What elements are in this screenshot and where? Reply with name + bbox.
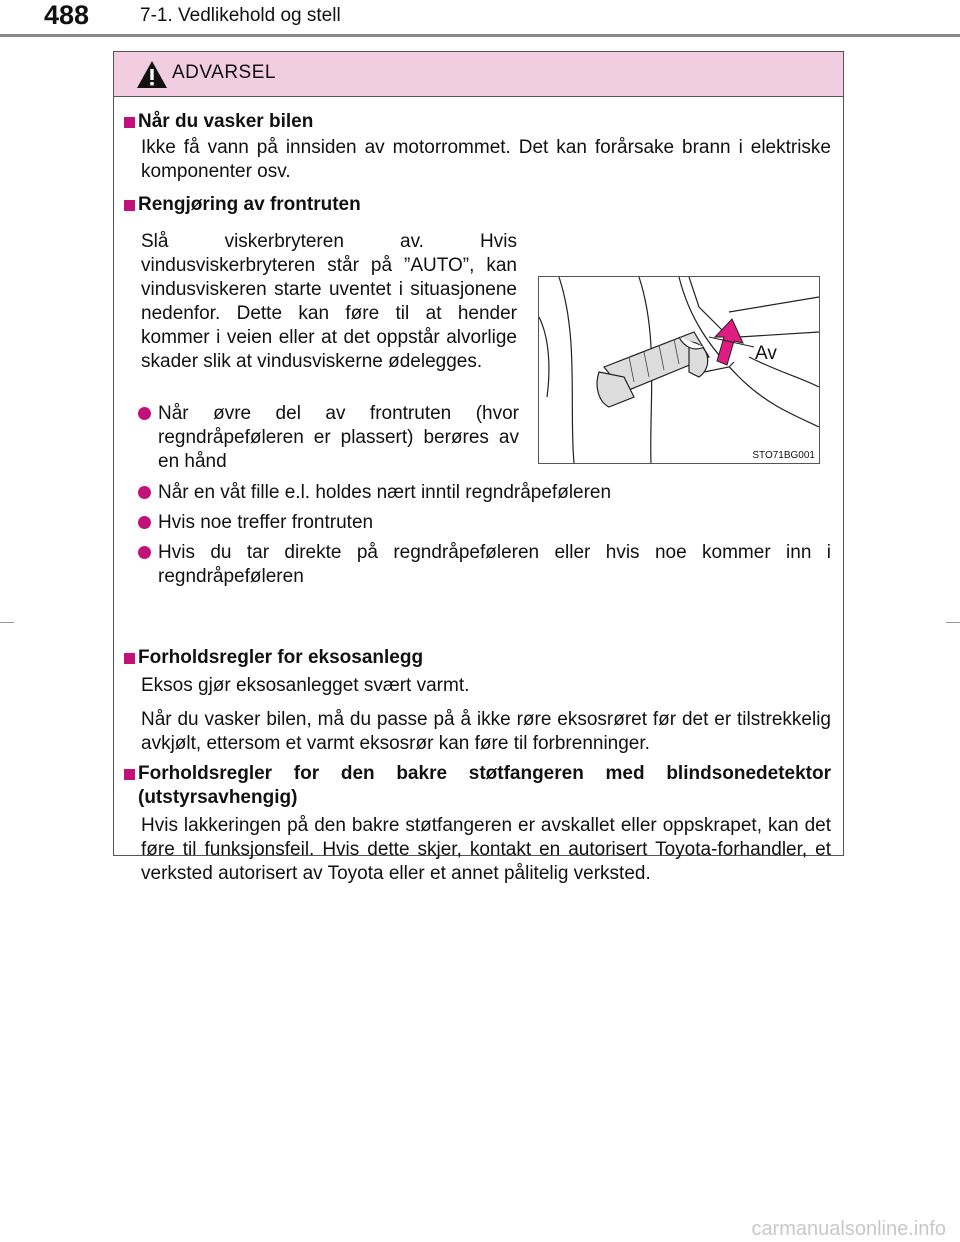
section-heading: Rengjøring av frontruten	[138, 194, 361, 215]
section-text: Slå viskerbryteren av. Hvis vindusviskerbryteren står på ”AUTO”, kan vindusviskeren starte uventet i situasjonene nedenfor. Dette kan føre til at hender kommer i veien eller at det oppstår alvorlige skader slik at vindusviskerne ødelegges.	[141, 231, 517, 372]
crop-mark-right	[946, 622, 960, 623]
square-bullet-icon	[124, 769, 135, 780]
square-bullet-icon	[124, 200, 135, 211]
bullet-text: Når en våt fille e.l. holdes nært inntil regndråpeføleren	[158, 482, 612, 503]
section-heading: Forholdsregler for den bakre støtfangeren med blindsonedetektor (utstyrsavhengig)	[138, 763, 831, 808]
circle-bullet-icon	[138, 407, 151, 420]
section-heading: Når du vasker bilen	[138, 111, 314, 132]
figure-code: STO71BG001	[752, 450, 815, 461]
page-footer	[0, 1218, 960, 1242]
section-heading: Forholdsregler for eksosanlegg	[138, 647, 424, 668]
bullet-text: Når øvre del av frontruten (hvor regndråpeføleren er plassert) berøres av en hånd	[158, 403, 519, 472]
section-title: 7-1. Vedlikehold og stell	[140, 5, 341, 26]
header-rule	[0, 34, 960, 37]
figure-label: Av	[755, 343, 777, 364]
section-text: Hvis lakkeringen på den bakre støtfangeren er avskallet eller oppskrapet, kan det føre til funksjonsfeil. Hvis dette skjer, kontakt en autorisert Toyota-forhandler, et verksted autorisert av Toyota eller et annet pålitelig verksted.	[141, 815, 831, 884]
section-text: Eksos gjør eksosanlegget svært varmt.	[141, 675, 470, 696]
circle-bullet-icon	[138, 546, 151, 559]
circle-bullet-icon	[138, 516, 151, 529]
wiper-switch-illustration	[539, 277, 819, 463]
section-text: Når du vasker bilen, må du passe på å ikke røre eksosrøret før det er tilstrekkelig avkjølt, ettersom et varmt eksosrør kan føre til forbrenninger.	[141, 709, 831, 754]
wiper-switch-figure	[538, 276, 820, 464]
page-number: 488	[44, 0, 90, 30]
warning-header	[114, 52, 843, 97]
crop-mark-left	[0, 622, 14, 623]
section-text: Ikke få vann på innsiden av motorrommet. Det kan forårsake brann i elektriske komponenter osv.	[141, 137, 831, 182]
page-header	[0, 0, 960, 40]
watermark: carmanualsonline.info	[751, 1218, 946, 1240]
circle-bullet-icon	[138, 486, 151, 499]
warning-box	[113, 51, 844, 884]
bullet-text: Hvis du tar direkte på regndråpeføleren eller hvis noe kommer inn i regndråpeføleren	[158, 542, 831, 587]
warning-triangle-icon	[136, 60, 168, 89]
square-bullet-icon	[124, 117, 135, 128]
warning-label: ADVARSEL	[172, 62, 276, 83]
square-bullet-icon	[124, 653, 135, 664]
bullet-text: Hvis noe treffer frontruten	[158, 512, 374, 533]
